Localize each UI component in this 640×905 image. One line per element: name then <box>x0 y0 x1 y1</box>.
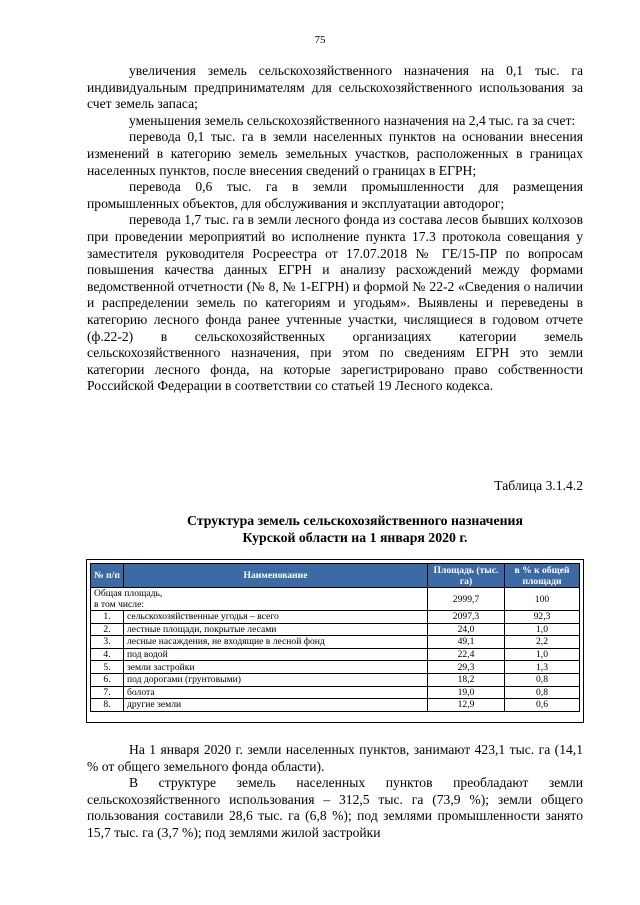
row-index: 4. <box>91 648 124 661</box>
table-row <box>91 611 580 624</box>
table-header-row <box>91 564 580 588</box>
row-percent: 1,0 <box>505 648 580 661</box>
row-name: другие земли <box>124 699 428 712</box>
row-area: 12,9 <box>428 699 505 712</box>
row-percent: 1,0 <box>505 623 580 636</box>
table-row <box>91 623 580 636</box>
table-row <box>91 636 580 649</box>
table-row <box>91 699 580 712</box>
row-area: 22,4 <box>428 648 505 661</box>
paragraph: перевода 0,6 тыс. га в земли промышленности для размещения промышленных объектов, для обслуживания и эксплуатации автодорог; <box>87 179 583 211</box>
paragraph: На 1 января 2020 г. земли населенных пунктов, занимают 423,1 тыс. га (14,1 % от общего земельного фонда области). <box>87 742 583 774</box>
paragraph: уменьшения земель сельскохозяйственного назначения на 2,4 тыс. га за счет: <box>129 112 576 128</box>
table-row <box>91 661 580 674</box>
row-area: 2097,3 <box>428 611 505 624</box>
page-number: 75 <box>314 34 326 46</box>
total-name-line: в том числе: <box>94 599 145 610</box>
header-area: Площадь (тыс. га) <box>428 564 505 588</box>
row-area: 19,0 <box>428 686 505 699</box>
total-percent: 100 <box>505 588 580 611</box>
header-name: Наименование <box>124 564 428 588</box>
row-area: 29,3 <box>428 661 505 674</box>
row-area: 49,1 <box>428 636 505 649</box>
total-name-cell <box>91 588 428 611</box>
row-name: лесные насаждения, не входящие в лесной фонд <box>124 636 428 649</box>
header-percent: в % к общей площади <box>505 564 580 588</box>
row-name: лестные площади, покрытые лесами <box>124 623 428 636</box>
row-name: земли застройки <box>124 661 428 674</box>
row-index: 7. <box>91 686 124 699</box>
table-title <box>87 512 623 546</box>
land-structure-table <box>86 559 584 723</box>
row-percent: 0,8 <box>505 673 580 686</box>
row-name: болота <box>124 686 428 699</box>
table-row <box>91 648 580 661</box>
table-label: Таблица 3.1.4.2 <box>494 478 583 493</box>
row-percent: 0,6 <box>505 699 580 712</box>
paragraph: перевода 0,1 тыс. га в земли населенных пунктов на основании внесения изменений в категорию земель земельных участков, расположенных в границах населенных пунктов, после внесения сведений о границах в ЕГРН; <box>87 129 583 178</box>
row-percent: 0,8 <box>505 686 580 699</box>
row-percent: 92,3 <box>505 611 580 624</box>
row-index: 3. <box>91 636 124 649</box>
table-row-total <box>91 588 580 611</box>
table-row <box>91 673 580 686</box>
row-area: 24,0 <box>428 623 505 636</box>
row-name: под водой <box>124 648 428 661</box>
body-text-top <box>87 63 583 395</box>
row-name: сельскохозяйственные угодья – всего <box>124 611 428 624</box>
paragraph: перевода 1,7 тыс. га в земли лесного фонда из состава лесов бывших колхозов при проведении мероприятий во исполнение пункта 17.3 протокола совещания у заместителя руководителя Росреестра от 17.07.2018 № ГЕ/15-ПР по вопросам повышения качества данных ЕГРН и анализу расхождений между формами ведомственной отчетности (№ 8, № 1-ЕГРН) и формой № 22-2 «Сведения о наличии и распределении земель по категориям и угодьям». Выявлены и переведены в категорию лесного фонда ранее учтенные участки, числящиеся в годовом отчете (ф.22-2) в сельскохозяйственных организациях категории земель сельскохозяйственного назначения, при этом по сведениям ЕГРН это земли категории лесного фонда, на которые зарегистрировано право собственности Российской Федерации в соответствии со статьей 19 Лесного кодекса. <box>87 212 583 394</box>
table-title-line: Структура земель сельскохозяйственного назначения <box>187 513 523 528</box>
total-name-line: Общая площадь, <box>94 588 163 599</box>
row-area: 18,2 <box>428 673 505 686</box>
row-index: 8. <box>91 699 124 712</box>
row-index: 6. <box>91 673 124 686</box>
row-percent: 2,2 <box>505 636 580 649</box>
paragraph: увеличения земель сельскохозяйственного назначения на 0,1 тыс. га индивидуальным предпринимателям для сельскохозяйственного использования за счет земель запаса; <box>87 63 583 112</box>
paragraph: В структуре земель населенных пунктов преобладают земли сельскохозяйственного использования – 312,5 тыс. га (73,9 %); земли общего пользования составили 28,6 тыс. га (6,8 %); под землями промышленности занято 15,7 тыс. га (3,7 %); под землями жилой застройки <box>87 775 583 840</box>
table-row <box>91 686 580 699</box>
row-percent: 1,3 <box>505 661 580 674</box>
header-number: № п/п <box>91 564 124 588</box>
total-area: 2999,7 <box>428 588 505 611</box>
row-index: 1. <box>91 611 124 624</box>
row-index: 5. <box>91 661 124 674</box>
row-index: 2. <box>91 623 124 636</box>
table-title-line: Курской области на 1 января 2020 г. <box>242 530 468 545</box>
row-name: под дорогами (грунтовыми) <box>124 673 428 686</box>
body-text-bottom <box>87 742 583 842</box>
